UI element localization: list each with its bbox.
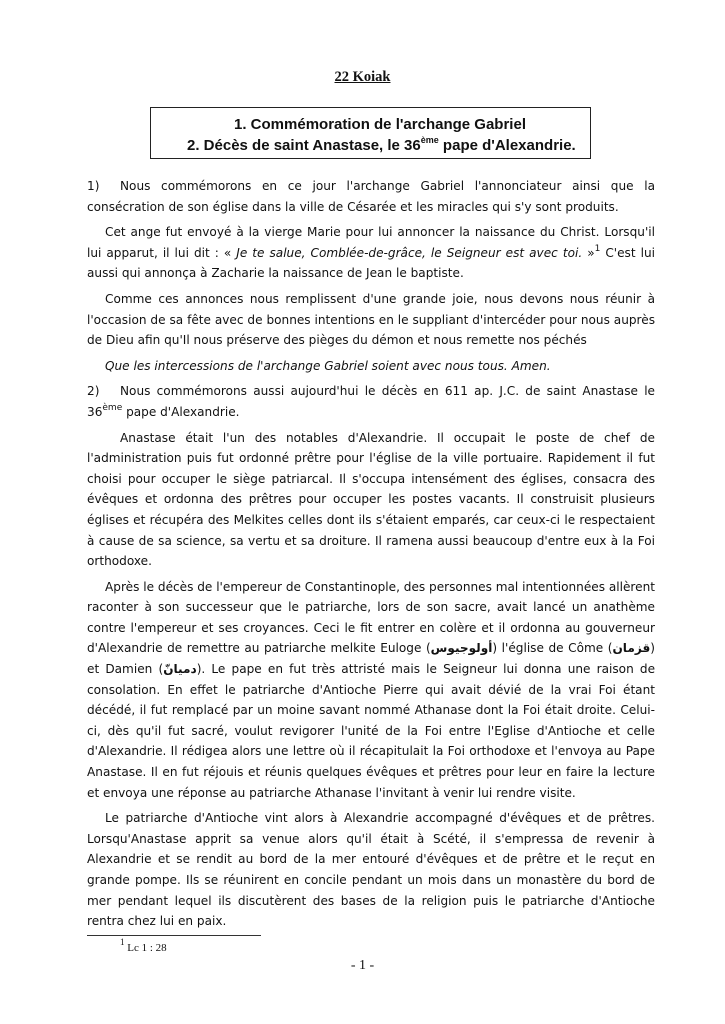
arabic-name-euloge: أولوجيوس <box>430 641 493 656</box>
section-2-paragraph-2: Anastase était l'un des notables d'Alexandrie. Il occupait le poste de chef de l'administration puis fut ordonné prêtre pour l'église de la ville portuaire. Rapidement il fut choisi pour occuper le siège patriarcal. Il s'occupa intensément des églises, consacra des évêques et ordonna des prêtres pour occuper les postes vacants. Il construisit plusieurs églises et récupéra des Melkites celles dont ils s'étaient emparés, car ceux-ci le respectaient à cause de sa science, sa vertu et sa droiture. Il ramena aussi beaucoup d'entre eux à la Foi orthodoxe. <box>87 430 655 569</box>
document-body <box>87 176 655 932</box>
footnote-reference[interactable]: 1 <box>594 243 601 254</box>
section-1-p1-text: Nous commémorons en ce jour l'archange Gabriel l'annonciateur ainsi que la consécration de son église dans la ville de Césarée et les miracles qui s'y sont produits. <box>87 179 655 214</box>
section-2-p3-text-c: ) et Damien ( <box>87 641 655 677</box>
section-2-paragraph-1 <box>87 381 655 422</box>
footnote <box>120 937 167 954</box>
quote-close: » <box>582 245 595 260</box>
arabic-name-come: قزمان <box>612 641 651 656</box>
title-line-1: 1. Commémoration de l'archange Gabriel <box>234 116 526 133</box>
section-1-number: 1) <box>87 179 100 193</box>
section-2-p3-text-b: ) l'église de Côme ( <box>492 641 613 656</box>
section-2-superscript: ème <box>102 402 123 413</box>
title-line-2-end: pape d'Alexandrie. <box>438 137 576 154</box>
angel-quote: Je te salue, Comblée-de-grâce, le Seigneur est avec toi. <box>236 245 583 260</box>
section-1-paragraph-1 <box>87 176 655 217</box>
section-2-p3-text-d: ). Le pape en fut très attristé mais le Seigneur lui donna une raison de consolation. En effet le patriarche d'Antioche Pierre qui avait dévié de la vrai Foi étant décédé, il fut remplacé par un moine savant nommé Athanase dont la Foi était droite. Celui-ci, dès qu'il fut sacré, voulut revigorer l'unité de la Foi entre l'Eglise d'Antioche et celle d'Alexandrie. Il rédigea alors une lettre où il récapitulait la Foi orthodoxe et l'envoya au Pape Anastase. Il en fut réjouis et réunis quelques évêques et prêtres pour leur en faire la lecture et envoya une réponse au patriarche Athanase l'invitant à venir lui rendre visite. <box>87 662 656 800</box>
section-1-prayer: Que les intercessions de l'archange Gabriel soient avec nous tous. Amen. <box>105 358 551 373</box>
footnote-marker: 1 <box>120 937 125 948</box>
page-number: - 1 - <box>350 958 375 973</box>
section-2-number: 2) <box>87 384 100 399</box>
header-date: 22 Koiak <box>334 69 391 85</box>
title-box <box>150 107 591 159</box>
section-1-paragraph-3: Comme ces annonces nous remplissent d'une grande joie, nous devons nous réunir à l'occasion de sa fête avec de bonnes intentions en le suppliant d'intercéder pour nous auprès de Dieu afin qu'Il nous préserve des pièges du démon et nous remette nos péchés <box>87 291 655 348</box>
title-superscript: ème <box>420 135 439 145</box>
section-1-paragraph-2 <box>87 222 655 284</box>
section-1-p2-text: Cet ange fut envoyé à la vierge Marie pour lui annoncer la naissance du Christ. Lorsqu'il lui apparut, il lui dit : « <box>87 225 655 260</box>
section-2-p1-text: Nous commémorons aussi aujourd'hui le décès en 611 ap. J.C. de saint Anastase le 36 <box>87 384 655 419</box>
title-line-2 <box>187 137 576 154</box>
footnote-text: Lc 1 : 28 <box>124 942 167 954</box>
footnote-divider <box>87 935 261 936</box>
section-2-paragraph-4: Le patriarche d'Antioche vint alors à Alexandrie accompagné d'évêques et de prêtres. Lorsqu'Anastase apprit sa venue alors qu'il était à Scété, il s'empressa de revenir à Alexandrie et se rendit au bord de la mer entouré d'évêques et de prêtre et le reçut en grande pompe. Ils se réunirent en concile pendant un mois dans un monastère du bord de mer pendant lequel ils discutèrent des bases de la religion puis le patriarche d'Antioche rentra chez lui en paix. <box>87 811 655 929</box>
section-2-p3-text-a: Après le décès de l'empereur de Constantinople, des personnes mal intentionnées allèrent raconter à son successeur que le patriarche, lors de son sacre, avait lancé un anathème contre l'empereur et ses croyances. Ceci le fit entrer en colère et il ordonna au gouverneur d'Alexandrie de remettre au patriarche melkite Euloge ( <box>87 579 655 656</box>
section-2-paragraph-3 <box>87 577 655 804</box>
section-2-p1-end: pape d'Alexandrie. <box>122 404 240 419</box>
section-1-p2-end: C'est lui aussi qui annonça à Zacharie la naissance de Jean le baptiste. <box>87 245 655 281</box>
title-line-2-text: 2. Décès de saint Anastase, le 36 <box>187 137 421 154</box>
arabic-name-damien: دميانّ <box>163 662 197 677</box>
